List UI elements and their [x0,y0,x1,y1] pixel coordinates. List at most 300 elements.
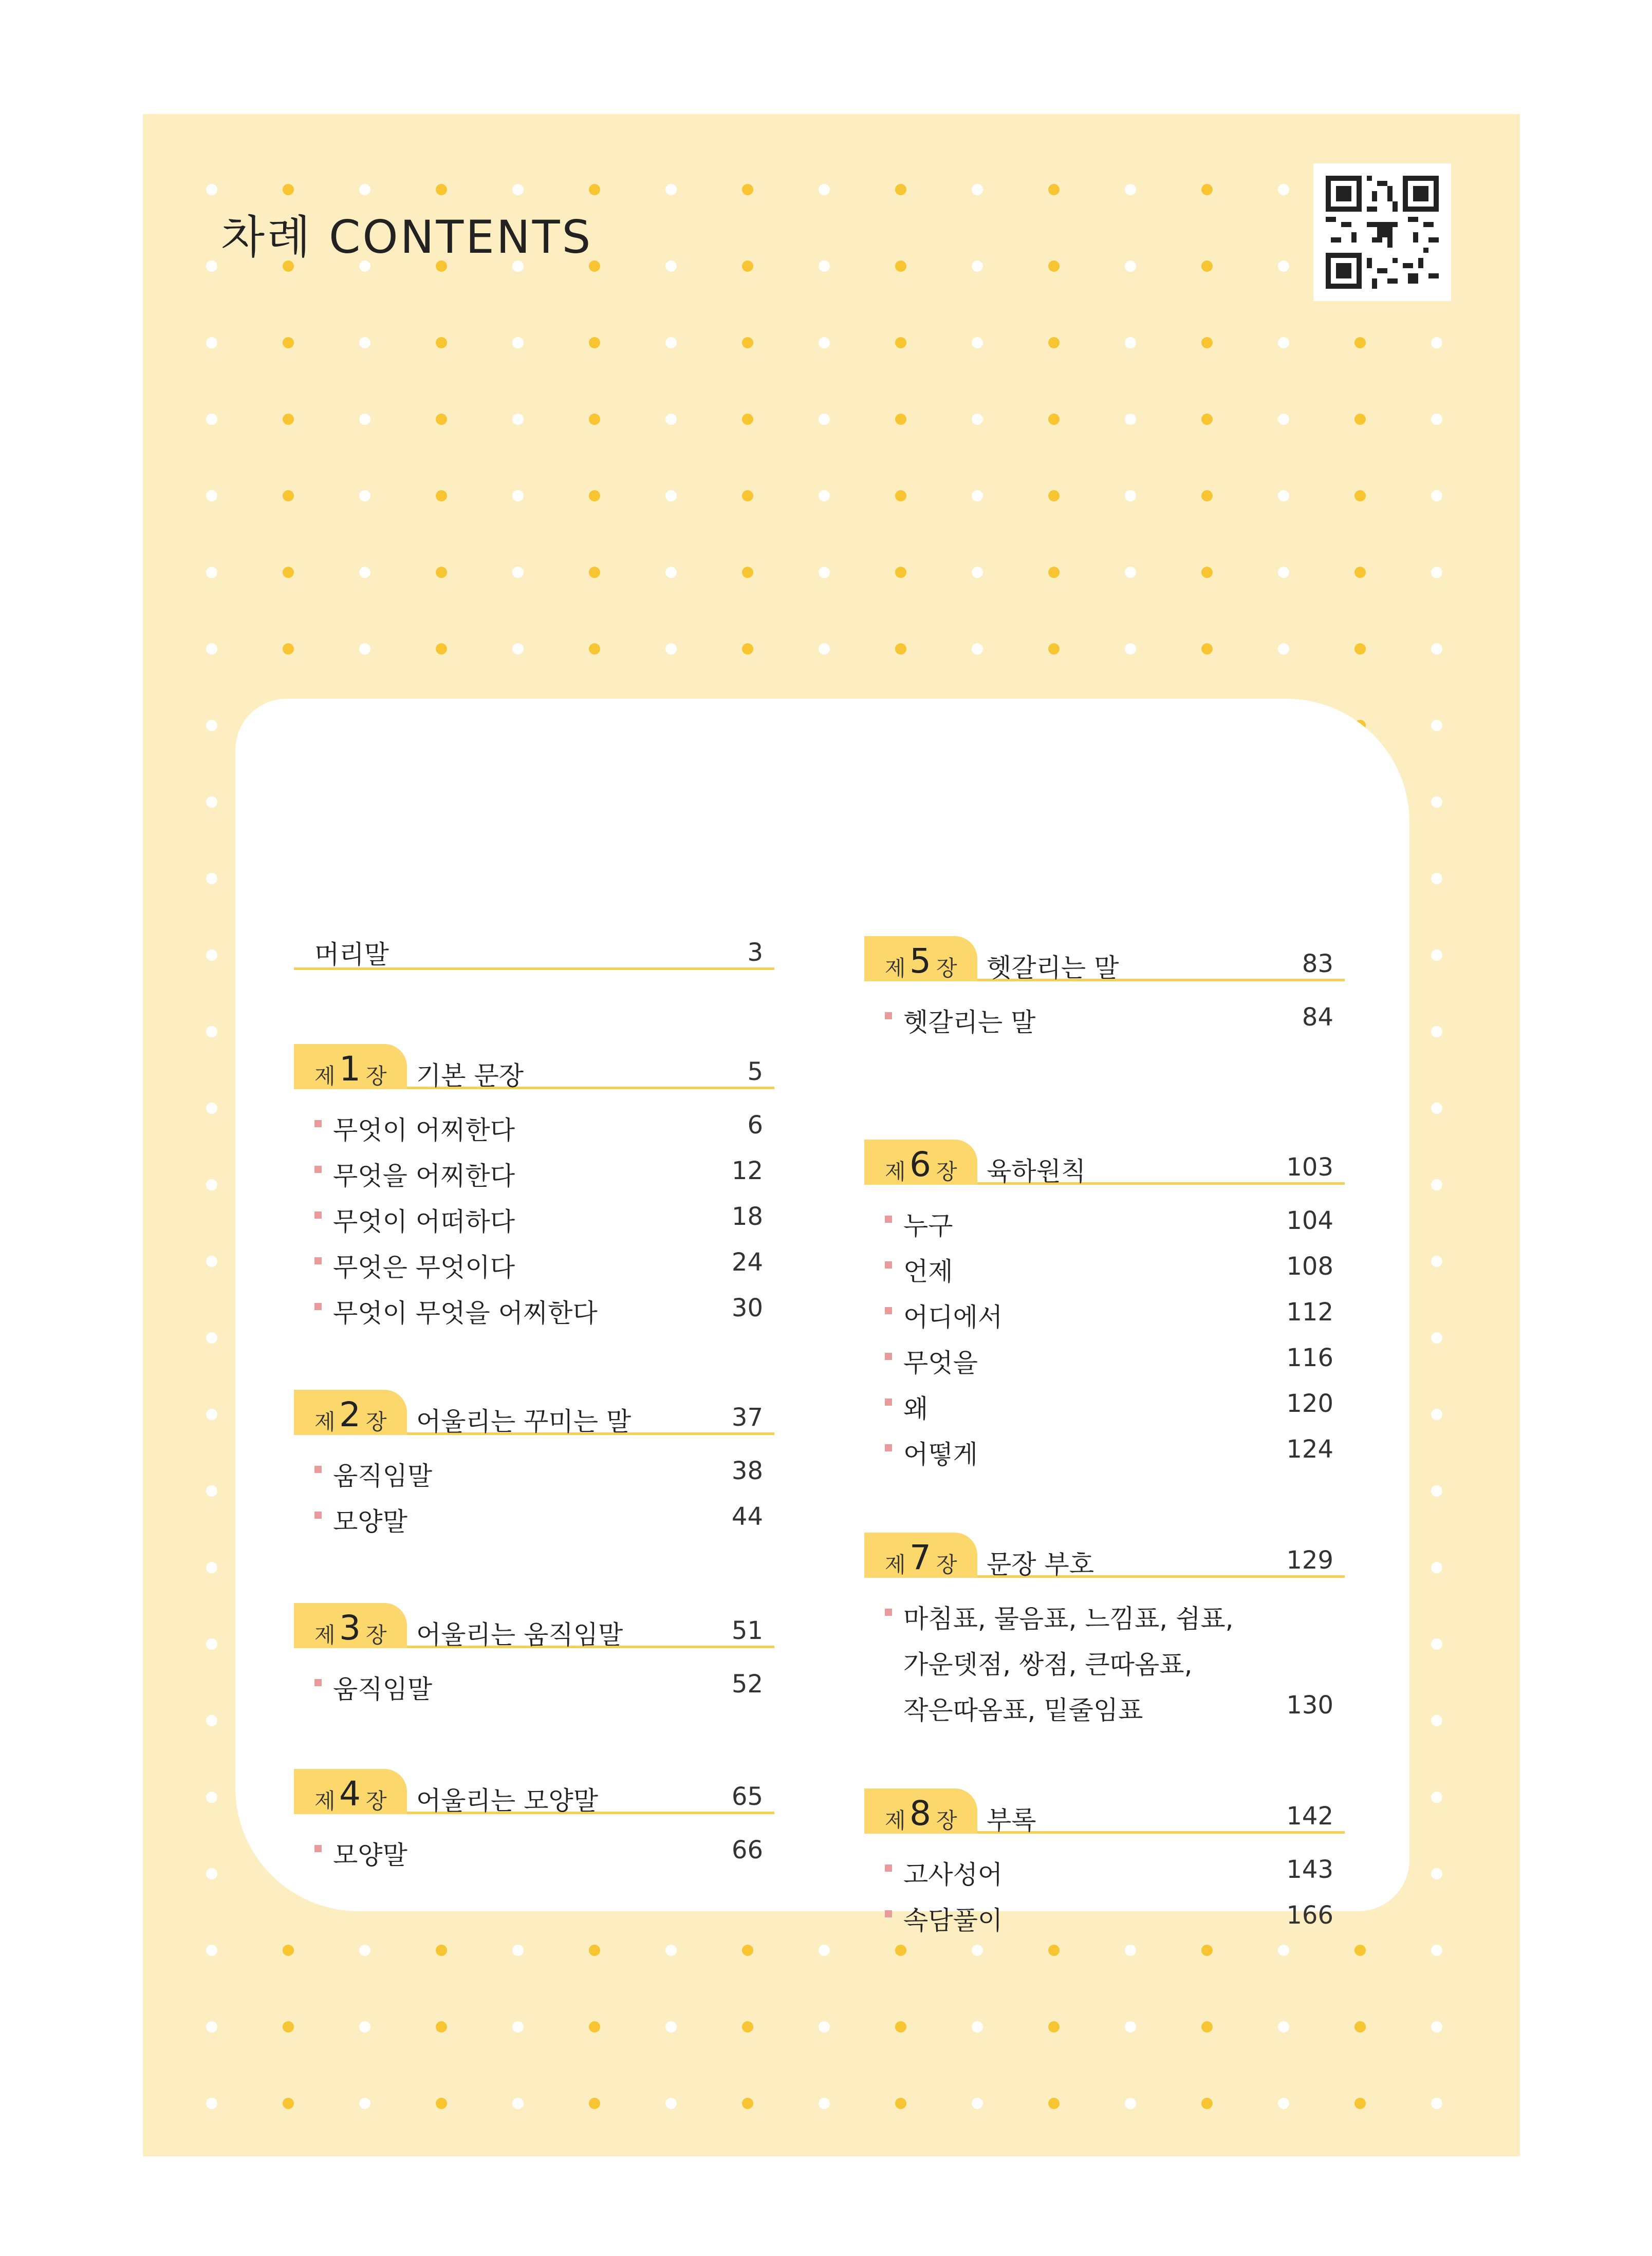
pattern-dot [1431,1026,1442,1037]
pattern-dot [512,2098,524,2109]
toc-item[interactable] [864,1244,1345,1290]
pattern-dot [1278,184,1289,195]
toc-item-label: 헷갈리는 말 [903,1008,1036,1037]
contents-page [143,114,1520,2156]
pattern-dot [1278,260,1289,272]
pattern-dot [512,567,524,578]
pattern-dot [512,2021,524,2033]
pattern-dot [1431,567,1442,578]
pattern-dot [1431,1868,1442,1879]
toc-item[interactable] [294,1194,774,1240]
chapter-badge [294,1603,407,1648]
pattern-dot [1278,490,1289,501]
pattern-dot [359,184,370,195]
toc-item[interactable] [864,1427,1345,1472]
toc-item[interactable] [294,1240,774,1285]
pattern-dot [589,1945,600,1956]
toc-item-label: 언제 [903,1257,953,1287]
pattern-dot [972,414,983,425]
pattern-dot [206,1485,217,1497]
toc-item-label-line3: 작은따옴표, 밑줄임표 [903,1695,1143,1725]
intro-header [294,925,774,970]
pattern-dot [589,184,600,195]
chapter-page: 5 [747,1057,763,1086]
pattern-dot [1431,1179,1442,1190]
pattern-dot [972,490,983,501]
chapter-badge [864,936,977,981]
pattern-dot [206,490,217,501]
chapter-number: 8 [909,1794,931,1833]
chapter-badge [864,1788,977,1834]
pattern-dot [206,1409,217,1420]
pattern-dot [512,643,524,655]
chapter-title: 육하원칙 [987,1157,1086,1186]
pattern-dot [436,2098,447,2109]
intro-title: 머리말 [314,940,389,969]
toc-item-page: 84 [1302,1003,1333,1032]
pattern-dot [206,643,217,655]
pattern-dot [819,490,830,501]
pattern-dot [206,1256,217,1267]
pattern-dot [1354,2021,1366,2033]
pattern-dot [283,184,294,195]
toc-item-page: 6 [747,1111,763,1140]
pattern-dot [1201,567,1213,578]
chapter-suffix: 장 [936,1159,957,1184]
toc-item-label: 무엇이 무엇을 어찌한다 [333,1298,598,1328]
pattern-dot [1201,337,1213,348]
toc-item-label: 누구 [903,1211,953,1241]
pattern-dot [895,567,906,578]
pattern-dot [1048,643,1060,655]
pattern-dot [1354,414,1366,425]
pattern-dot [436,337,447,348]
pattern-dot [1278,2098,1289,2109]
bullet-square-icon [314,1166,322,1173]
pattern-dot [895,184,906,195]
pattern-dot [1048,260,1060,272]
pattern-dot [1431,1409,1442,1420]
toc-item-page: 108 [1286,1252,1333,1281]
chapter-title: 어울리는 꾸미는 말 [416,1407,632,1437]
pattern-dot [742,490,753,501]
pattern-dot [1431,1638,1442,1650]
pattern-dot [1431,2098,1442,2109]
chapter-number: 5 [909,941,931,981]
chapter-number: 4 [339,1774,361,1814]
chapter-8-header[interactable] [864,1788,1345,1834]
toc-item-label: 무엇이 어찌한다 [333,1115,515,1145]
chapter-items [864,995,1345,1040]
bullet-square-icon [314,1303,322,1310]
chapter-title: 부록 [987,1805,1036,1835]
toc-item[interactable] [864,1893,1345,1938]
chapter-suffix: 장 [936,1552,957,1577]
pattern-dot [1431,1256,1442,1267]
pattern-dot [1048,490,1060,501]
pattern-dot [895,643,906,655]
pattern-dot [1431,1792,1442,1803]
chapter-prefix: 제 [314,1788,336,1814]
pattern-dot [1278,337,1289,348]
pattern-dot [1201,2098,1213,2109]
chapter-title: 문장 부호 [987,1550,1094,1579]
chapter-items [294,1448,774,1540]
toc-item-label-line2: 가운뎃점, 쌍점, 큰따옴표, [903,1650,1193,1680]
chapter-page: 37 [731,1403,763,1432]
qr-code[interactable] [1313,163,1451,301]
pattern-dot [1354,337,1366,348]
chapter-suffix: 장 [936,956,957,981]
pattern-dot [819,260,830,272]
pattern-dot [206,796,217,808]
pattern-dot [1125,1945,1136,1956]
chapter-title: 기본 문장 [416,1061,524,1091]
pattern-dot [589,643,600,655]
toc-item[interactable] [294,1285,774,1331]
chapter-2-header[interactable] [294,1390,774,1435]
pattern-dot [1125,567,1136,578]
chapter-prefix: 제 [314,1064,336,1089]
chapter-7-section [864,1533,1345,1728]
chapter-1-header[interactable] [294,1044,774,1089]
pattern-dot [1125,337,1136,348]
chapter-items [294,1662,774,1707]
pattern-dot [1201,1945,1213,1956]
bullet-square-icon [885,1865,892,1872]
chapter-7-header[interactable] [864,1533,1345,1578]
pattern-dot [972,2021,983,2033]
chapter-suffix: 장 [366,1064,387,1089]
toc-item-page: 52 [731,1670,763,1699]
toc-item-label: 어디에서 [903,1302,1003,1332]
toc-item-label: 왜 [903,1394,929,1424]
toc-item-page: 12 [731,1157,763,1185]
pattern-dot [895,414,906,425]
pattern-dot [665,2021,677,2033]
chapter-title: 헷갈리는 말 [987,953,1119,983]
pattern-dot [206,1103,217,1114]
pattern-dot [742,1945,753,1956]
pattern-dot [1431,643,1442,655]
bullet-square-icon [314,1845,322,1852]
pattern-dot [283,1945,294,1956]
chapter-3-section [294,1603,774,1707]
pattern-dot [283,567,294,578]
pattern-dot [1354,643,1366,655]
toc-item[interactable] [864,1381,1345,1427]
pattern-dot [436,567,447,578]
pattern-dot [512,337,524,348]
pattern-dot [206,720,217,731]
bullet-square-icon [314,1466,322,1473]
pattern-dot [283,2098,294,2109]
bullet-square-icon [314,1211,322,1219]
pattern-dot [1431,337,1442,348]
pattern-dot [1125,184,1136,195]
chapter-page: 142 [1286,1802,1333,1831]
pattern-dot [359,567,370,578]
pattern-dot [1431,490,1442,501]
pattern-dot [665,1945,677,1956]
pattern-dot [1431,720,1442,731]
pattern-dot [436,184,447,195]
pattern-dot [1354,2098,1366,2109]
pattern-dot [589,2021,600,2033]
toc-item-label: 속담풀이 [903,1906,1003,1935]
pattern-dot [283,414,294,425]
pattern-dot [1125,414,1136,425]
pattern-dot [206,1945,217,1956]
bullet-square-icon [885,1307,892,1314]
chapter-number: 6 [909,1145,931,1184]
toc-item-page: 66 [731,1836,763,1865]
pattern-dot [1048,184,1060,195]
pattern-dot [1278,414,1289,425]
pattern-dot [895,2021,906,2033]
toc-item[interactable] [864,1847,1345,1893]
pattern-dot [819,2021,830,2033]
bullet-square-icon [314,1512,322,1519]
pattern-dot [1431,873,1442,884]
bullet-square-icon [885,1261,892,1269]
toc-item-label: 어떻게 [903,1440,978,1469]
pattern-dot [1201,490,1213,501]
intro-entry[interactable] [294,925,774,970]
pattern-dot [589,2098,600,2109]
toc-item[interactable] [864,995,1345,1040]
pattern-dot [819,184,830,195]
pattern-dot [819,2098,830,2109]
pattern-dot [1431,2021,1442,2033]
pattern-dot [359,337,370,348]
chapter-title: 어울리는 모양말 [416,1786,598,1816]
pattern-dot [512,184,524,195]
pattern-dot [589,414,600,425]
pattern-dot [436,414,447,425]
pattern-dot [283,490,294,501]
chapter-prefix: 제 [885,1808,906,1833]
bullet-square-icon [314,1679,322,1686]
pattern-dot [972,260,983,272]
pattern-dot [1431,1715,1442,1726]
pattern-dot [1431,1103,1442,1114]
pattern-dot [1278,2021,1289,2033]
pattern-dot [283,337,294,348]
chapter-prefix: 제 [314,1623,336,1648]
pattern-dot [1048,337,1060,348]
chapter-4-header[interactable] [294,1769,774,1814]
chapter-items [294,1103,774,1331]
chapter-page: 103 [1286,1153,1333,1182]
chapter-3-header[interactable] [294,1603,774,1648]
pattern-dot [742,184,753,195]
pattern-dot [1048,414,1060,425]
pattern-dot [1278,1945,1289,1956]
chapter-suffix: 장 [366,1788,387,1814]
pattern-dot [895,337,906,348]
bullet-square-icon [885,1609,892,1616]
pattern-dot [742,260,753,272]
pattern-dot [359,490,370,501]
toc-item-label: 움직임말 [333,1461,433,1491]
pattern-dot [1125,643,1136,655]
pattern-dot [359,643,370,655]
pattern-dot [206,1715,217,1726]
qr-code-icon [1326,176,1439,289]
toc-item-page: 38 [731,1457,763,1485]
toc-item-page: 116 [1286,1344,1333,1372]
toc-item[interactable] [864,1290,1345,1335]
pattern-dot [1048,567,1060,578]
toc-item[interactable] [864,1591,1345,1728]
bullet-square-icon [885,1216,892,1223]
pattern-dot [819,643,830,655]
toc-item[interactable] [294,1103,774,1148]
toc-item-label-line1: 마침표, 물음표, 느낌표, 쉼표, [903,1604,1234,1634]
chapter-page: 83 [1302,949,1333,978]
pattern-dot [895,490,906,501]
pattern-dot [1431,1485,1442,1497]
toc-item[interactable] [864,1335,1345,1381]
pattern-dot [206,1792,217,1803]
pattern-dot [1431,1945,1442,1956]
pattern-dot [1431,949,1442,961]
pattern-dot [436,490,447,501]
pattern-dot [895,2098,906,2109]
pattern-dot [206,567,217,578]
pattern-dot [206,1868,217,1879]
pattern-dot [742,643,753,655]
toc-item[interactable] [294,1828,774,1873]
pattern-dot [819,567,830,578]
pattern-dot [1201,643,1213,655]
chapter-suffix: 장 [366,1623,387,1648]
chapter-1-section [294,1044,774,1331]
chapter-badge [864,1533,977,1578]
toc-item[interactable] [294,1448,774,1494]
pattern-dot [819,414,830,425]
pattern-dot [206,949,217,961]
pattern-dot [665,490,677,501]
toc-item[interactable] [294,1662,774,1707]
toc-item-page: 30 [731,1294,763,1322]
toc-item-label: 모양말 [333,1840,407,1870]
bullet-square-icon [885,1353,892,1360]
bullet-square-icon [314,1120,322,1127]
pattern-dot [742,567,753,578]
pattern-dot [665,2098,677,2109]
pattern-dot [359,2021,370,2033]
pattern-dot [1201,184,1213,195]
pattern-dot [436,643,447,655]
toc-item-label: 모양말 [333,1507,407,1537]
chapter-badge [864,1140,977,1185]
toc-item[interactable] [294,1494,774,1540]
pattern-dot [1354,567,1366,578]
chapter-badge [294,1769,407,1814]
pattern-dot [206,1638,217,1650]
pattern-dot [1125,2021,1136,2033]
pattern-dot [972,337,983,348]
pattern-dot [589,337,600,348]
chapter-items [864,1847,1345,1938]
pattern-dot [1125,260,1136,272]
pattern-dot [436,2021,447,2033]
toc-item-label: 무엇을 어찌한다 [333,1161,515,1191]
chapter-page: 65 [731,1782,763,1811]
chapter-number: 7 [909,1538,931,1577]
toc-item-label: 무엇이 어떠하다 [333,1207,515,1237]
pattern-dot [895,260,906,272]
pattern-dot [1201,260,1213,272]
pattern-dot [1431,1562,1442,1573]
pattern-dot [1048,2098,1060,2109]
toc-item-label: 고사성어 [903,1860,1003,1890]
pattern-dot [283,2021,294,2033]
pattern-dot [665,184,677,195]
chapter-suffix: 장 [366,1409,387,1434]
chapter-5-header[interactable] [864,936,1345,981]
pattern-dot [742,2098,753,2109]
pattern-dot [359,1945,370,1956]
chapter-8-section [864,1788,1345,1938]
pattern-dot [512,414,524,425]
pattern-dot [1431,414,1442,425]
toc-item-page: 143 [1286,1855,1333,1884]
pattern-dot [206,1332,217,1344]
toc-item[interactable] [294,1148,774,1194]
chapter-badge [294,1044,407,1089]
toc-item[interactable] [864,1198,1345,1244]
pattern-dot [665,414,677,425]
chapter-items [294,1828,774,1873]
pattern-dot [206,184,217,195]
pattern-dot [206,414,217,425]
pattern-dot [972,184,983,195]
pattern-dot [589,490,600,501]
chapter-6-header[interactable] [864,1140,1345,1185]
pattern-dot [589,567,600,578]
toc-item-page: 166 [1286,1901,1333,1930]
bullet-square-icon [885,1399,892,1406]
bullet-square-icon [314,1257,322,1264]
chapter-prefix: 제 [885,956,906,981]
chapter-4-section [294,1769,774,1873]
pattern-dot [819,337,830,348]
pattern-dot [742,337,753,348]
pattern-dot [1354,1945,1366,1956]
pattern-dot [359,2098,370,2109]
bullet-square-icon [885,1444,892,1451]
pattern-dot [512,1945,524,1956]
pattern-dot [206,2098,217,2109]
bullet-square-icon [885,1012,892,1019]
chapter-5-section [864,936,1345,1040]
toc-item-page: 44 [731,1502,763,1531]
chapter-number: 3 [339,1608,361,1648]
pattern-dot [1354,490,1366,501]
pattern-dot [359,414,370,425]
pattern-dot [972,1945,983,1956]
pattern-dot [665,643,677,655]
pattern-dot [665,567,677,578]
contents-panel [235,699,1409,1935]
chapter-2-section [294,1390,774,1540]
pattern-dot [1278,567,1289,578]
toc-item-page: 130 [1286,1691,1333,1720]
chapter-badge [294,1390,407,1435]
